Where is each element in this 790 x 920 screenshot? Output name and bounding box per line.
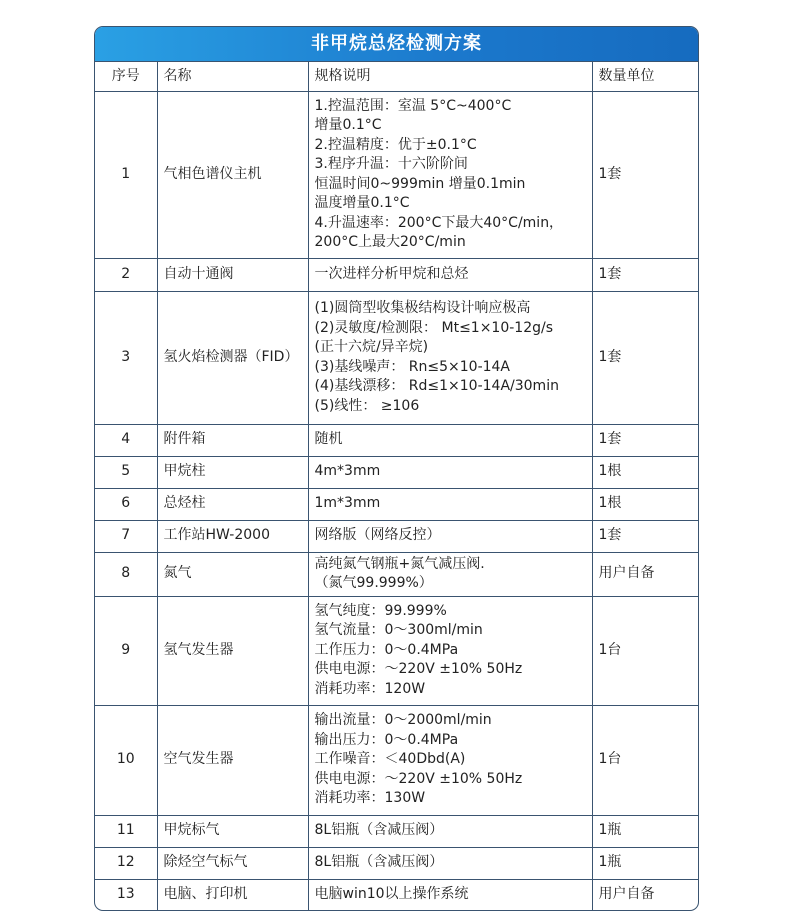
spec-line: 随机: [314, 431, 343, 448]
spec-line: 200°C上最大20°C/min: [314, 234, 466, 250]
row-spec: [308, 520, 592, 552]
header-row: [95, 62, 698, 91]
spec-line: 恒温时间0~999min 增量0.1min: [314, 175, 526, 192]
row-quantity: 1瓶: [592, 815, 698, 847]
row-quantity: 1套: [592, 424, 698, 456]
row-number: 3: [95, 291, 157, 424]
spec-line: 温度增量0.1°C: [314, 195, 410, 211]
spec-line: 3.程序升温：十六阶阶间: [314, 156, 468, 172]
table-row: [95, 596, 698, 705]
table-row: [95, 91, 698, 258]
spec-line: 供电电源：～220V ±10% 50Hz: [314, 661, 523, 678]
header-cell-name: 名称: [157, 62, 308, 91]
row-spec: [308, 596, 592, 705]
row-name: 甲烷标气: [157, 815, 308, 847]
table-title: 非甲烷总烃检测方案: [95, 27, 698, 62]
spec-line: 工作噪音：＜40Dbd(A): [314, 751, 466, 768]
row-quantity: 1根: [592, 488, 698, 520]
row-name: 自动十通阀: [157, 258, 308, 291]
row-quantity: 1根: [592, 456, 698, 488]
spec-line: 供电电源：～220V ±10% 50Hz: [314, 770, 523, 787]
spec-line: 网络版（网络反控）: [314, 527, 441, 544]
row-name: 氮气: [157, 552, 308, 596]
spec-line: 1.控温范围：室温 5°C~400°C: [314, 97, 512, 114]
row-quantity: 1瓶: [592, 847, 698, 879]
row-name: 空气发生器: [157, 705, 308, 815]
row-number: 7: [95, 520, 157, 552]
spec-line: 氢气纯度：99.999%: [314, 602, 447, 619]
table-row: [95, 291, 698, 424]
table-row: [95, 488, 698, 520]
row-number: 4: [95, 424, 157, 456]
row-spec: [308, 424, 592, 456]
spec-table: [95, 62, 698, 910]
row-number: 2: [95, 258, 157, 291]
spec-line: 电脑win10以上操作系统: [314, 886, 469, 902]
spec-line: (2)灵敏度/检测限： Mt≤1×10-12g/s: [314, 319, 554, 336]
spec-line: (3)基线噪声： Rn≤5×10-14A: [314, 358, 511, 375]
row-name: 气相色谱仪主机: [157, 91, 308, 258]
row-number: 6: [95, 488, 157, 520]
table-row: [95, 847, 698, 879]
row-number: 11: [95, 815, 157, 847]
spec-line: 工作压力：0～0.4MPa: [314, 641, 459, 658]
spec-line: 1m*3mm: [314, 495, 381, 512]
row-quantity: 1套: [592, 520, 698, 552]
table-row: [95, 456, 698, 488]
spec-line: 4m*3mm: [314, 463, 381, 480]
row-name: 氢火焰检测器（FID）: [157, 291, 308, 424]
row-spec: [308, 91, 592, 258]
spec-table-card: [94, 26, 699, 911]
row-spec: [308, 705, 592, 815]
table-row: [95, 552, 698, 596]
row-name: 除烃空气标气: [157, 847, 308, 879]
spec-line: (4)基线漂移： Rd≤1×10-14A/30min: [314, 378, 559, 394]
row-number: 5: [95, 456, 157, 488]
row-name: 总烃柱: [157, 488, 308, 520]
row-quantity: 1套: [592, 91, 698, 258]
row-number: 13: [95, 879, 157, 910]
table-row: [95, 424, 698, 456]
row-spec: [308, 847, 592, 879]
table-row: [95, 815, 698, 847]
row-name: 甲烷柱: [157, 456, 308, 488]
row-quantity: 用户自备: [592, 552, 698, 596]
row-spec: [308, 291, 592, 424]
table-row: [95, 520, 698, 552]
spec-line: （氮气99.999%）: [314, 575, 433, 591]
table-row: [95, 258, 698, 291]
row-number: 1: [95, 91, 157, 258]
row-quantity: 1套: [592, 291, 698, 424]
table-row: [95, 879, 698, 910]
spec-line: 高纯氮气钢瓶+氮气减压阀.: [314, 555, 485, 572]
row-number: 10: [95, 705, 157, 815]
spec-line: 氢气流量：0～300ml/min: [314, 622, 483, 639]
spec-line: 消耗功率：130W: [314, 790, 426, 807]
spec-line: 输出流量：0～2000ml/min: [314, 712, 492, 729]
row-number: 9: [95, 596, 157, 705]
row-quantity: 1台: [592, 596, 698, 705]
header-cell-qty: 数量单位: [592, 62, 698, 91]
row-quantity: 1台: [592, 705, 698, 815]
row-spec: [308, 488, 592, 520]
row-number: 8: [95, 552, 157, 596]
table-row: [95, 705, 698, 815]
row-quantity: 用户自备: [592, 879, 698, 910]
row-spec: [308, 552, 592, 596]
spec-line: 一次进样分析甲烷和总烃: [314, 265, 469, 282]
row-name: 氢气发生器: [157, 596, 308, 705]
spec-line: 2.控温精度：优于±0.1°C: [314, 136, 477, 153]
spec-line: 8L铝瓶（含减压阀）: [314, 854, 444, 871]
row-number: 12: [95, 847, 157, 879]
spec-line: 增量0.1°C: [314, 117, 382, 133]
row-spec: [308, 258, 592, 291]
spec-line: 8L铝瓶（含减压阀）: [314, 822, 444, 839]
row-name: 附件箱: [157, 424, 308, 456]
spec-line: (1)圆筒型收集极结构设计响应极高: [314, 300, 531, 316]
spec-line: (正十六烷/异辛烷): [314, 339, 429, 355]
row-spec: [308, 456, 592, 488]
spec-line: 4.升温速率：200°C下最大40°C/min，: [314, 214, 564, 231]
row-spec: [308, 879, 592, 910]
row-spec: [308, 815, 592, 847]
row-name: 电脑、打印机: [157, 879, 308, 910]
row-quantity: 1套: [592, 258, 698, 291]
spec-line: 消耗功率：120W: [314, 680, 426, 697]
spec-line: (5)线性： ≥106: [314, 397, 420, 414]
header-cell-no: 序号: [95, 62, 157, 91]
row-name: 工作站HW-2000: [157, 520, 308, 552]
header-cell-spec: 规格说明: [308, 62, 592, 91]
spec-line: 输出压力：0～0.4MPa: [314, 731, 459, 748]
